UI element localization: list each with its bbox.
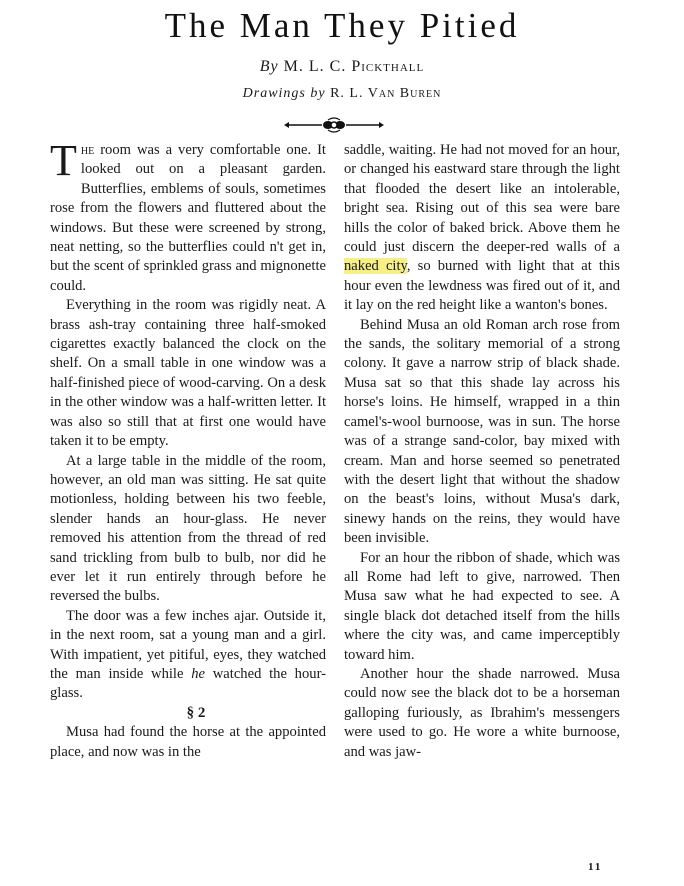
author-name: M. L. C. Pickthall	[283, 58, 425, 75]
paragraph: Everything in the room was rigidly neat. A brass ash-tray containing three half-smoked cigarettes exactly balanced the clock on the shelf. On a small table in one window was a half-finished piece of wood-carving. On a desk in the other window was a half-written letter. It was also so still that at first one would have taken it to be empty.	[50, 297, 326, 450]
illustrator-name: R. L. Van Buren	[330, 86, 442, 101]
first-word: he	[80, 142, 95, 158]
paragraph: Behind Musa an old Roman arch rose from the sands, the solitary memorial of a strong colony. It gave a narrow strip of black shade. Musa sat so that this shade lay across his horse's loins. He himself, wrapped in a thin camel's-wool burnoose, was in sun. The horse was of a strange sand-color, bay mixed with cream. Man and horse seemed so penetrated with the desert light that without the shadow on the beast's loins, without Musa's dark, sinewy hands on the reins, they would have been invisible.	[344, 316, 620, 547]
drawings-prefix: Drawings by	[242, 86, 326, 101]
paragraph: Musa had found the horse at the appointed place, and now was in the	[50, 724, 326, 760]
story-title: The Man They Pitied	[164, 6, 520, 45]
paragraph: For an hour the ribbon of shade, which was all Rome had left to give, narrowed. Then Musa saw what he had expected to see. A single black dot detached itself from the hills where the city was, and came imperceptibly toward him.	[344, 549, 620, 663]
paragraph: At a large table in the middle of the room, however, an old man was sitting. He sat quite motionless, holding between his two feeble, slender hands an hour-glass. He never removed his attention from the thread of red sand trickling from bulb to bulb, nor did he ever let it run entirely through before he reversed the bulbs.	[50, 452, 326, 605]
byline	[0, 58, 684, 76]
drop-cap: T	[50, 136, 77, 185]
section-heading: § 2	[186, 704, 206, 721]
page-number: 11	[588, 861, 603, 873]
paragraph-text: , so burned with light that at this hour even the lewdness was fired out of it, and it lay on the red height like a wanton's bones.	[344, 258, 620, 314]
left-column	[50, 136, 326, 762]
highlighted-text[interactable]: naked city	[344, 258, 407, 275]
paragraph-text: room was a very comfortable one. It looked out on a pleasant garden. Butterflies, emblems of souls, sometimes rose from the flowers and fluttered about the windows. But these were screened by strong, neat netting, so the butterflies could n't get in, but the scent of sprinkled grass and mignonette could.	[50, 142, 326, 294]
paragraph-text: watched the hour-glass.	[50, 665, 326, 702]
emphasis: he	[191, 665, 205, 682]
illustrator-credit	[0, 86, 684, 102]
ornament-divider-icon	[284, 117, 384, 133]
paragraph	[344, 141, 620, 316]
byline-prefix: By	[259, 58, 279, 75]
right-column	[344, 141, 620, 762]
paragraph-text: The door was a few inches ajar. Outside it, in the next room, sat a young man and a girl. With impatient, yet pitiful, eyes, they watched the man inside while	[50, 607, 326, 682]
paragraph-text: saddle, waiting. He had not moved for an hour, or changed his eastward stare through the light that flooded the desert like an intolerable, bright sea. Rising out of this sea were bare hills the color of baked brick. Above them he could just discern the deeper-red walls of a	[344, 142, 620, 256]
paragraph	[50, 607, 326, 704]
paragraph	[50, 136, 326, 296]
paragraph: Another hour the shade narrowed. Musa could now see the black dot to be a horseman galloping furiously, as Ibrahim's messengers were used to go. He wore a white burnoose, and was jaw-	[344, 665, 620, 760]
